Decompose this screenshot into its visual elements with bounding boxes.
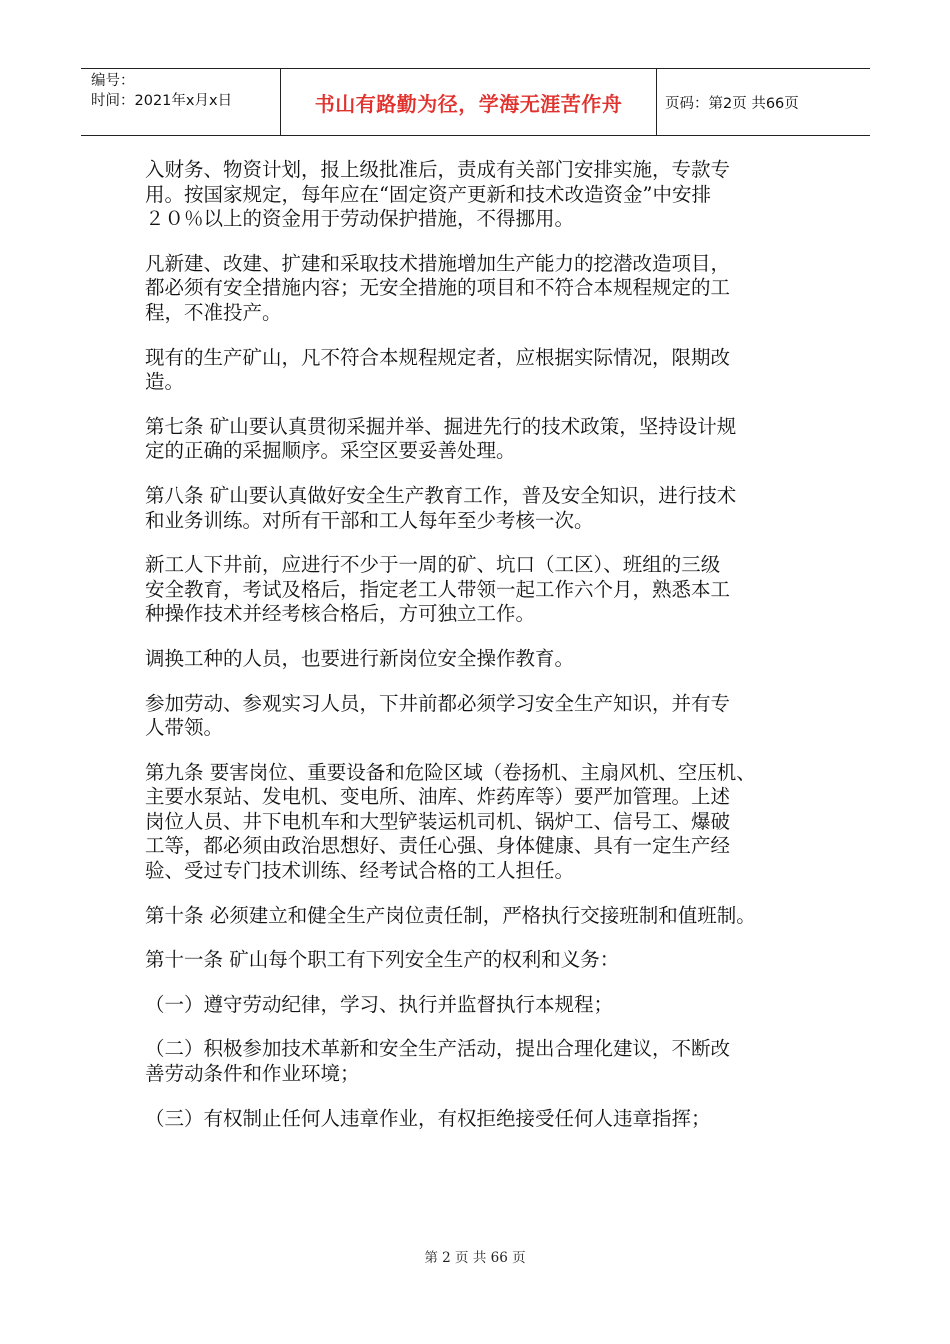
paragraph: 凡新建、改建、扩建和采取技术措施增加生产能力的挖潜改造项目， 都必须有安全措施内容；无安全措施的项目和不符合本规程规定的工 程，不准投产。 [145, 251, 731, 324]
paragraph: 参加劳动、参观实习人员，下井前都必须学习安全生产知识，并有专 人带领。 [145, 691, 731, 740]
header-page-info: 页码：第2页 共66页 [665, 95, 799, 112]
header-motto: 书山有路勤为径，学海无涯苦作舟 [281, 69, 657, 135]
article-10: 第十条 必须建立和健全生产岗位责任制，严格执行交接班制和值班制。 [145, 903, 756, 927]
header-meta [81, 69, 281, 135]
article-9: 第九条 要害岗位、重要设备和危险区域（卷扬机、主扇风机、空压机、 主要水泵站、发电机、变电所、油库、炸药库等）要严加管理。上述 岗位人员、井下电机车和大型铲装运机司机、锅炉工、信号工、爆破 工等，都必须由政治思想好、责任心强、身体健康、具有一定生产经 验、受过专门技术训练、经考试合格的工人担任。 [145, 760, 756, 883]
paragraph: 入财务、物资计划，报上级批准后，责成有关部门安排实施，专款专 用。按国家规定，每年应在“固定资产更新和技术改造资金”中安排 ２０％以上的资金用于劳动保护措施，不得挪用。 [145, 158, 731, 231]
paragraph: 新工人下井前，应进行不少于一周的矿、坑口（工区）、班组的三级 安全教育，考试及格后，指定老工人带领一起工作六个月，熟悉本工 种操作技术并经考核合格后，方可独立工作。 [145, 553, 731, 626]
list-item-1: （一）遵守劳动纪律，学习、执行并监督执行本规程； [145, 992, 614, 1016]
list-item-2: （二）积极参加技术革新和安全生产活动，提出合理化建议，不断改 善劳动条件和作业环境； [145, 1037, 731, 1086]
article-11: 第十一条 矿山每个职工有下列安全生产的权利和义务： [145, 948, 620, 972]
document-number-label: 编号： [91, 73, 135, 89]
article-7: 第七条 矿山要认真贯彻采掘并举、掘进先行的技术政策，坚持设计规 定的正确的采掘顺序。采空区要妥善处理。 [145, 414, 737, 463]
page-footer: 第 2 页 共 66 页 [424, 1250, 526, 1266]
paragraph: 调换工种的人员，也要进行新岗位安全操作教育。 [145, 646, 575, 670]
article-8: 第八条 矿山要认真做好安全生产教育工作，普及安全知识，进行技术 和业务训练。对所有干部和工人每年至少考核一次。 [145, 483, 737, 532]
paragraph: 现有的生产矿山，凡不符合本规程规定者，应根据实际情况，限期改 造。 [145, 345, 731, 394]
document-body [145, 158, 825, 1151]
list-item-3: （三）有权制止任何人违章作业，有权拒绝接受任何人违章指挥； [145, 1106, 711, 1130]
page-header [81, 68, 870, 136]
document-date-label: 时间：2021年x月x日 [91, 93, 233, 109]
